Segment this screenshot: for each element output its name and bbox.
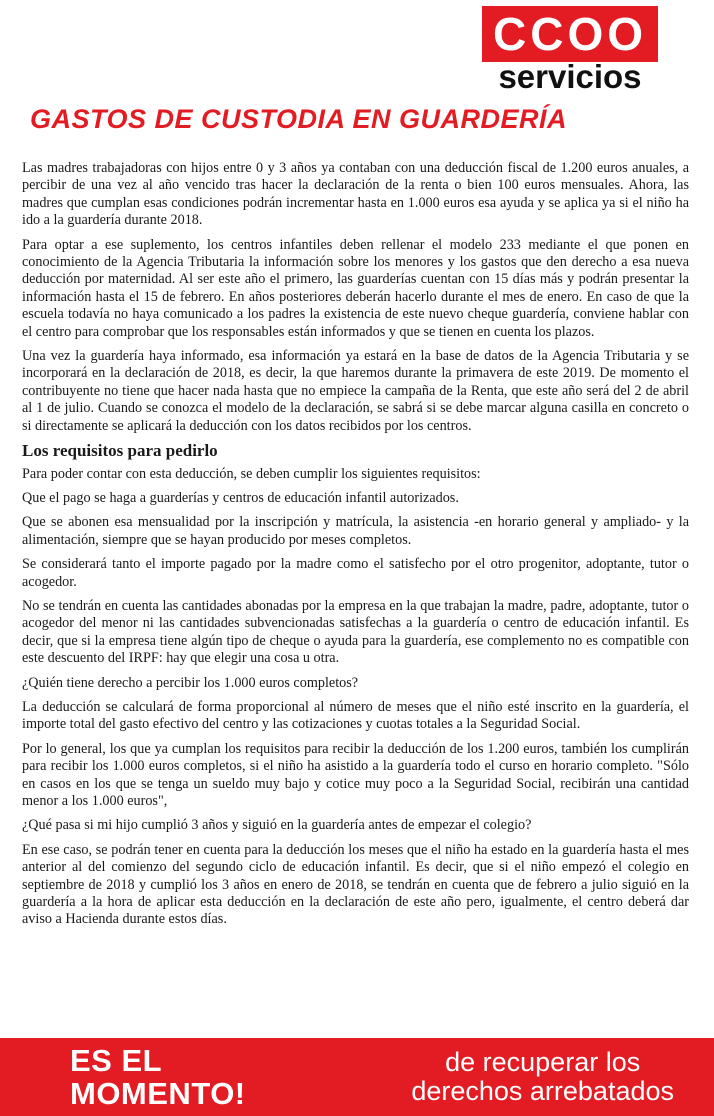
paragraph: La deducción se calculará de forma proporcional al número de meses que el niño esté inscrito en la guardería, el importe total del gasto efectivo del centro y las cotizaciones y cuotas totales a la Seguridad Social. bbox=[22, 698, 689, 733]
header bbox=[0, 0, 714, 150]
paragraph: Para poder contar con esta deducción, se deben cumplir los siguientes requisitos: bbox=[22, 465, 481, 482]
tagline-line: de recuperar los bbox=[445, 1047, 641, 1077]
paragraph: Por lo general, los que ya cumplan los requisitos para recibir la deducción de los 1.200 euros, también los cumplirán para recibir los 1.000 euros completos, si el niño ha asistido a la guardería todo el curso en horario completo. "Sólo en casos en los que se tenga un sueldo muy bajo y cotice muy poco a la Seguridad Social, recibirán una cantidad menor a los 1.000 euros", bbox=[22, 740, 689, 809]
slogan-line: MOMENTO! bbox=[70, 1076, 246, 1111]
logo-servicios: servicios bbox=[498, 58, 642, 95]
slogan-line: ES EL bbox=[70, 1043, 163, 1078]
tagline bbox=[411, 1048, 674, 1106]
section-heading: Los requisitos para pedirlo bbox=[22, 441, 218, 461]
paragraph: Que se abonen esa mensualidad por la inscripción y matrícula, la asistencia -en horario general y ampliado- y la alimentación, siempre que se hayan producido por meses completos. bbox=[22, 514, 689, 548]
slogan bbox=[70, 1044, 246, 1110]
tagline-line: derechos arrebatados bbox=[411, 1076, 674, 1106]
footer-banner bbox=[0, 1038, 714, 1116]
page-title: GASTOS DE CUSTODIA EN GUARDERÍA bbox=[30, 104, 568, 134]
paragraph: Las madres trabajadoras con hijos entre 0 y 3 años ya contaban con una deducción fiscal de 1.200 euros anuales, a percibir de una vez al año vencido tras hacer la declaración de la renta o bien 100 euros mensuales. Ahora, las madres que cumplan esas condiciones podrán incrementar hasta en 1.000 euros esa ayuda y se aplica ya si el niño ha ido a la guardería durante 2018. bbox=[22, 160, 689, 229]
paragraph: Que el pago se haga a guarderías y centros de educación infantil autorizados. bbox=[22, 489, 459, 506]
logo-letters: CCOO bbox=[493, 8, 647, 60]
paragraph: Para optar a ese suplemento, los centros infantiles deben rellenar el modelo 233 mediante el que ponen en conocimiento de la Agencia Tributaria la información sobre los menores y los gastos que den derecho a esa nueva deducción por maternidad. Al ser este año el primero, las guarderías cuentan con 15 días más y podrán presentar la información hasta el 15 de febrero. En años posteriores deberán hacerlo durante el mes de enero. En caso de que la escuela todavía no haya comunicado a los padres la existencia de este nuevo cheque guardería, conviene hablar con el centro para comprobar que los responsables están informados y que se tienen en cuenta los plazos. bbox=[22, 236, 689, 340]
question: ¿Qué pasa si mi hijo cumplió 3 años y siguió en la guardería antes de empezar el colegio? bbox=[22, 817, 532, 834]
ccoo-logo bbox=[482, 6, 658, 62]
paragraph: No se tendrán en cuenta las cantidades abonadas por la empresa en la que trabajan la madre, padre, adoptante, tutor o acogedor del menor ni las cantidades subvencionadas satisfechas a la guardería o centro de educación infantil. Es decir, que si la empresa tiene algún tipo de cheque o ayuda para la guardería, ese complemento no es compatible con este descuento del IRPF: hay que elegir una cosa u otra. bbox=[22, 597, 689, 667]
paragraph: En ese caso, se podrán tener en cuenta para la deducción los meses que el niño ha estado en la guardería hasta el mes anterior al del comienzo del segundo ciclo de educación infantil. Es decir, que si el niño empezó el colegio en septiembre de 2018 y cumplió los 3 años en enero de 2018, se tendrán en cuenta que de febrero a julio siguió en la guardería a la hora de aplicar esta deducción en la declaración de este año pero, igualmente, el centro deberá dar aviso a Hacienda durante estos días. bbox=[22, 841, 689, 928]
article-body bbox=[22, 160, 689, 936]
paragraph: Se considerará tanto el importe pagado por la madre como el satisfecho por el otro progenitor, adoptante, tutor o acogedor. bbox=[22, 556, 689, 590]
paragraph: Una vez la guardería haya informado, esa información ya estará en la base de datos de la Agencia Tributaria y se incorporará en la declaración de 2018, es decir, la que haremos durante la primavera de este 2019. De momento el contribuyente no tiene que hacer nada hasta que no empiece la campaña de la Renta, que este año será del 2 de abril al 1 de julio. Cuando se conozca el modelo de la declaración, se sabrá si se debe marcar alguna casilla en concreto o si directamente se aplicará la deducción con los datos recibidos por los centros. bbox=[22, 348, 689, 434]
question: ¿Quién tiene derecho a percibir los 1.000 euros completos? bbox=[22, 674, 359, 691]
